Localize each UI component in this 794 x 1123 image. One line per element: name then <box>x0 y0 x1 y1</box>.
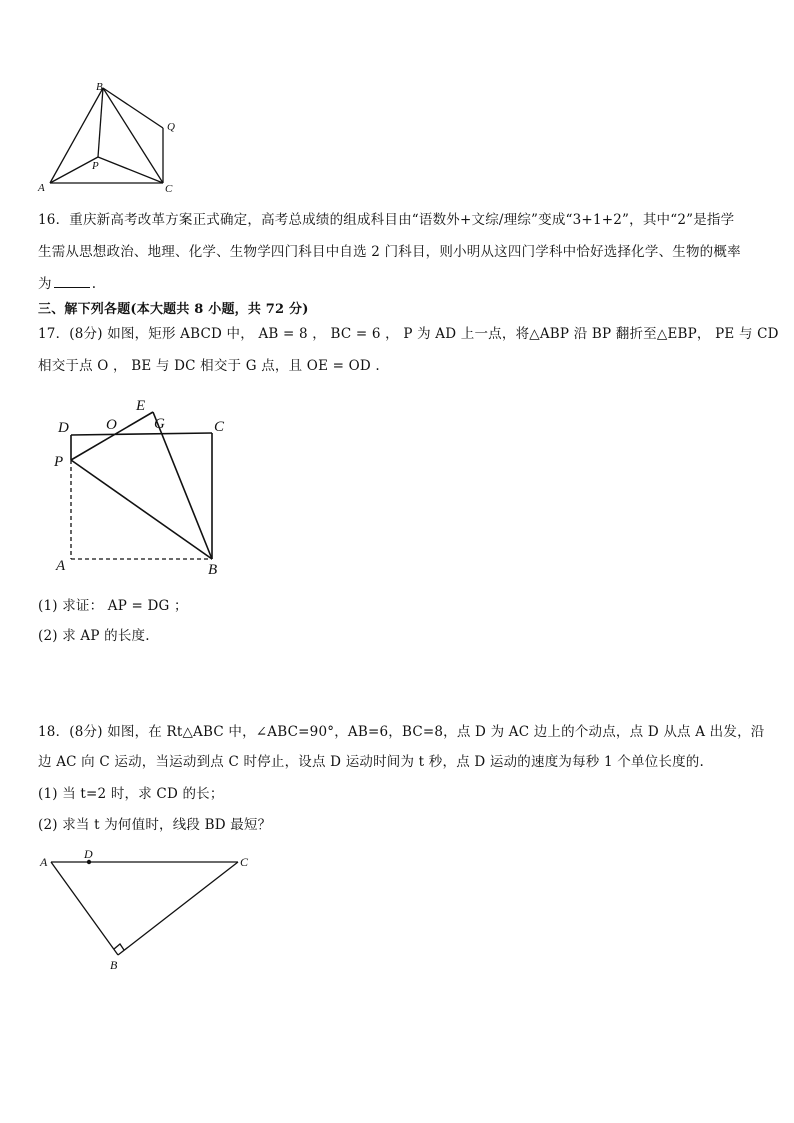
side-dc <box>71 433 212 435</box>
q16-line-3 <box>38 272 96 292</box>
segment-pc <box>98 157 163 183</box>
right-angle-mark <box>114 944 124 950</box>
label-a: A <box>38 182 45 194</box>
label-a: A <box>40 855 48 869</box>
q16-suffix: . <box>91 276 97 292</box>
label-p: P <box>54 454 64 470</box>
label-c: C <box>165 183 173 195</box>
label-b: B <box>208 562 218 578</box>
q18-line-2: 边 AC 向 C 运动，当运动到点 C 时停止，设点 D 运动时间为 t 秒，点 D 运动的速度为每秒 1 个单位长度的. <box>38 754 704 770</box>
side-bc <box>118 862 238 955</box>
q17-sub-1: (1) 求证： AP = DG ； <box>38 598 188 614</box>
section-title: 三、解下列各题(本大题共 8 小题，共 72 分) <box>38 302 309 317</box>
q16-prefix: 为 <box>38 276 52 292</box>
q18-sub-2: (2) 求当 t 为何值时，线段 BD 最短？ <box>38 817 272 833</box>
answer-blank <box>54 275 90 288</box>
side-ab <box>51 862 118 955</box>
figure-q15 <box>30 78 190 198</box>
label-b: B <box>96 81 103 93</box>
label-e: E <box>136 398 146 414</box>
label-c: C <box>240 855 249 869</box>
q16-line-1: 16．重庆新高考改革方案正式确定，高考总成绩的组成科目由“语数外+文综/理综”变成“3+1+2”，其中“2”是指学 <box>38 212 735 228</box>
label-b: B <box>110 958 118 972</box>
q16-line-2: 生需从思想政治、地理、化学、生物学四门科目中自选 2 门科目，则小明从这四门学科中恰好选择化学、生物的概率 <box>38 244 741 260</box>
segment-bc <box>103 88 163 183</box>
segment-pb <box>71 460 212 559</box>
figure-q18 <box>34 844 264 974</box>
label-p: P <box>92 160 99 172</box>
figure-q17 <box>48 392 248 582</box>
label-q: Q <box>167 121 175 133</box>
q17-line-2: 相交于点 O ， BE 与 DC 相交于 G 点，且 OE = OD . <box>38 358 380 374</box>
label-g: G <box>154 416 165 432</box>
label-c: C <box>214 419 225 435</box>
q18-line-1: 18．(8分) 如图，在 Rt△ABC 中，∠ABC=90°，AB=6，BC=8，点 D 为 AC 边上的个动点，点 D 从点 A 出发，沿 <box>38 724 765 740</box>
segment-bq <box>103 88 163 128</box>
q18-sub-1: (1) 当 t=2 时，求 CD 的长； <box>38 786 224 802</box>
label-o: O <box>106 417 117 433</box>
label-a: A <box>56 558 66 574</box>
q17-line-1: 17．(8分) 如图，矩形 ABCD 中， AB = 8 ， BC = 6 ， P 为 AD 上一点，将△ABP 沿 BP 翻折至△EBP， PE 与 CD <box>38 326 779 342</box>
label-d: D <box>84 847 93 861</box>
q17-sub-2: (2) 求 AP 的长度. <box>38 628 150 644</box>
segment-bp <box>98 88 103 157</box>
label-d: D <box>58 420 69 436</box>
